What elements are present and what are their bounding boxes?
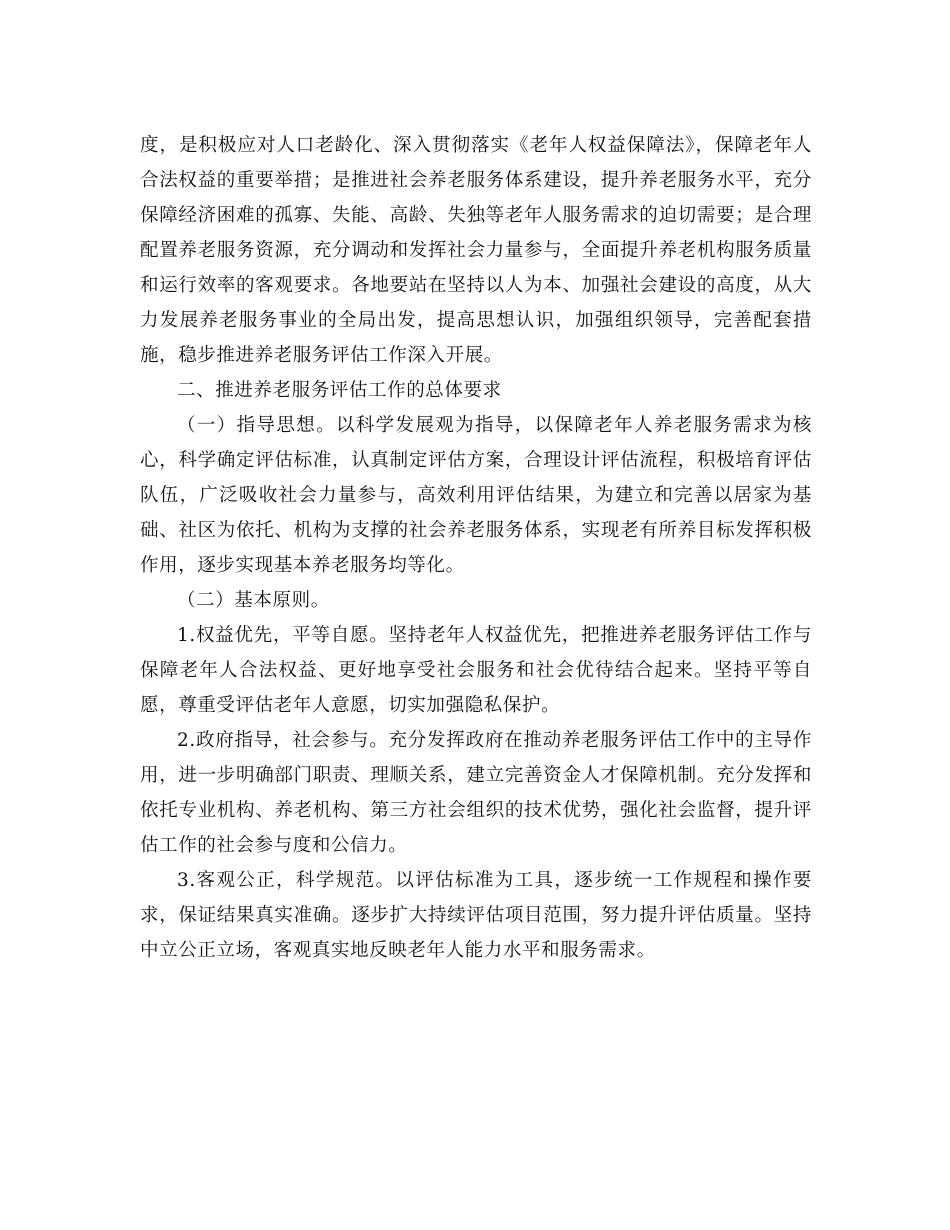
principle-item-1: 1.权益优先，平等自愿。坚持老年人权益优先，把推进养老服务评估工作与保障老年人合法权益、更好地享受社会服务和社会优待结合起来。坚持平等自愿，尊重受评估老年人意愿，切实加强隐私保护。	[140, 625, 812, 716]
paragraph-guiding-ideology: （一）指导思想。以科学发展观为指导，以保障老年人养老服务需求为核心，科学确定评估标准，认真制定评估方案，合理设计评估流程，积极培育评估队伍，广泛吸收社会力量参与，高效利用评估结果，为建立和完善以居家为基础、社区为依托、机构为支撑的社会养老服务体系，实现老有所养目标发挥积极作用，逐步实现基本养老服务均等化。	[140, 415, 812, 576]
principle-item-3: 3.客观公正，科学规范。以评估标准为工具，逐步统一工作规程和操作要求，保证结果真实准确。逐步扩大持续评估项目范围，努力提升评估质量。坚持中立公正立场，客观真实地反映老年人能力水平和服务需求。	[140, 870, 812, 961]
principle-item-2: 2.政府指导，社会参与。充分发挥政府在推动养老服务评估工作中的主导作用，进一步明确部门职责、理顺关系，建立完善资金人才保障机制。充分发挥和依托专业机构、养老机构、第三方社会组织的技术优势，强化社会监督，提升评估工作的社会参与度和公信力。	[140, 730, 812, 856]
subheading-basic-principles: （二）基本原则。	[177, 590, 330, 611]
document-body	[140, 128, 812, 968]
paragraph-continuation: 度，是积极应对人口老龄化、深入贯彻落实《老年人权益保障法》，保障老年人合法权益的重要举措；是推进社会养老服务体系建设，提升养老服务水平，充分保障经济困难的孤寡、失能、高龄、失独等老年人服务需求的迫切需要；是合理配置养老服务资源，充分调动和发挥社会力量参与，全面提升养老机构服务质量和运行效率的客观要求。各地要站在坚持以人为本、加强社会建设的高度，从大力发展养老服务事业的全局出发，提高思想认识，加强组织领导，完善配套措施，稳步推进养老服务评估工作深入开展。	[140, 135, 812, 366]
section-heading: 二、推进养老服务评估工作的总体要求	[177, 380, 502, 401]
